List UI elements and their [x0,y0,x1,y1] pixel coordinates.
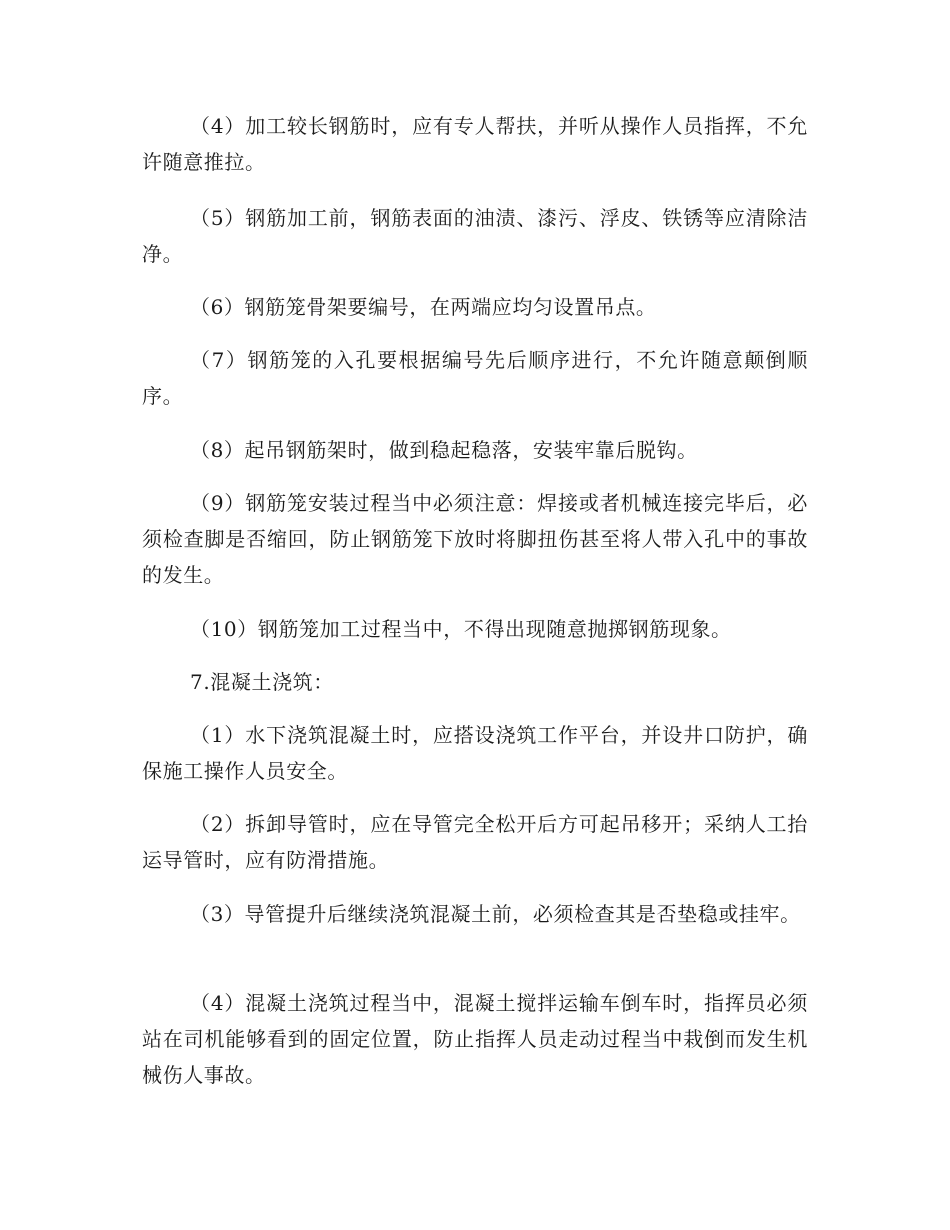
paragraph-8-lifting: （8）起吊钢筋架时，做到稳起稳落，安装牢靠后脱钩。 [190,438,698,462]
paragraph-3-pipe-check: （3）导管提升后继续浇筑混凝土前，必须检查其是否垫稳或挂牢。 [190,902,801,926]
paragraph-2-pipe-removal: （2）拆卸导管时，应在导管完全松开后方可起吊移开；采纳人工抬运导管时，应有防滑措施。 [142,812,808,872]
paragraph-9-installation: （9）钢筋笼安装过程当中必须注意：焊接或者机械连接完毕后，必须检查脚是否缩回，防止钢筋笼下放时将脚扭伤甚至将人带入孔中的事故的发生。 [142,491,808,587]
paragraph-7-cage-order: （7）钢筋笼的入孔要根据编号先后顺序进行，不允许随意颠倒顺序。 [142,348,808,408]
paragraph-6-cage-numbering: （6）钢筋笼骨架要编号，在两端应均匀设置吊点。 [190,295,657,319]
paragraph-5-rebar-cleaning: （5）钢筋加工前，钢筋表面的油渍、漆污、浮皮、铁锈等应清除洁净。 [142,206,808,266]
paragraph-4-long-rebar: （4）加工较长钢筋时，应有专人帮扶，并听从操作人员指挥，不允许随意推拉。 [142,114,808,174]
paragraph-1-underwater-pouring: （1）水下浇筑混凝土时，应搭设浇筑工作平台，并设井口防护，确保施工操作人员安全。 [142,723,808,783]
section-heading-concrete-pouring: 7.混凝土浇筑： [190,670,334,694]
paragraph-10-no-throwing: （10）钢筋笼加工过程当中，不得出现随意抛掷钢筋现象。 [190,617,732,641]
paragraph-4-truck-reversing: （4）混凝土浇筑过程当中，混凝土搅拌运输车倒车时，指挥员必须站在司机能够看到的固定位置，防止指挥人员走动过程当中栽倒而发生机械伤人事故。 [142,991,808,1087]
